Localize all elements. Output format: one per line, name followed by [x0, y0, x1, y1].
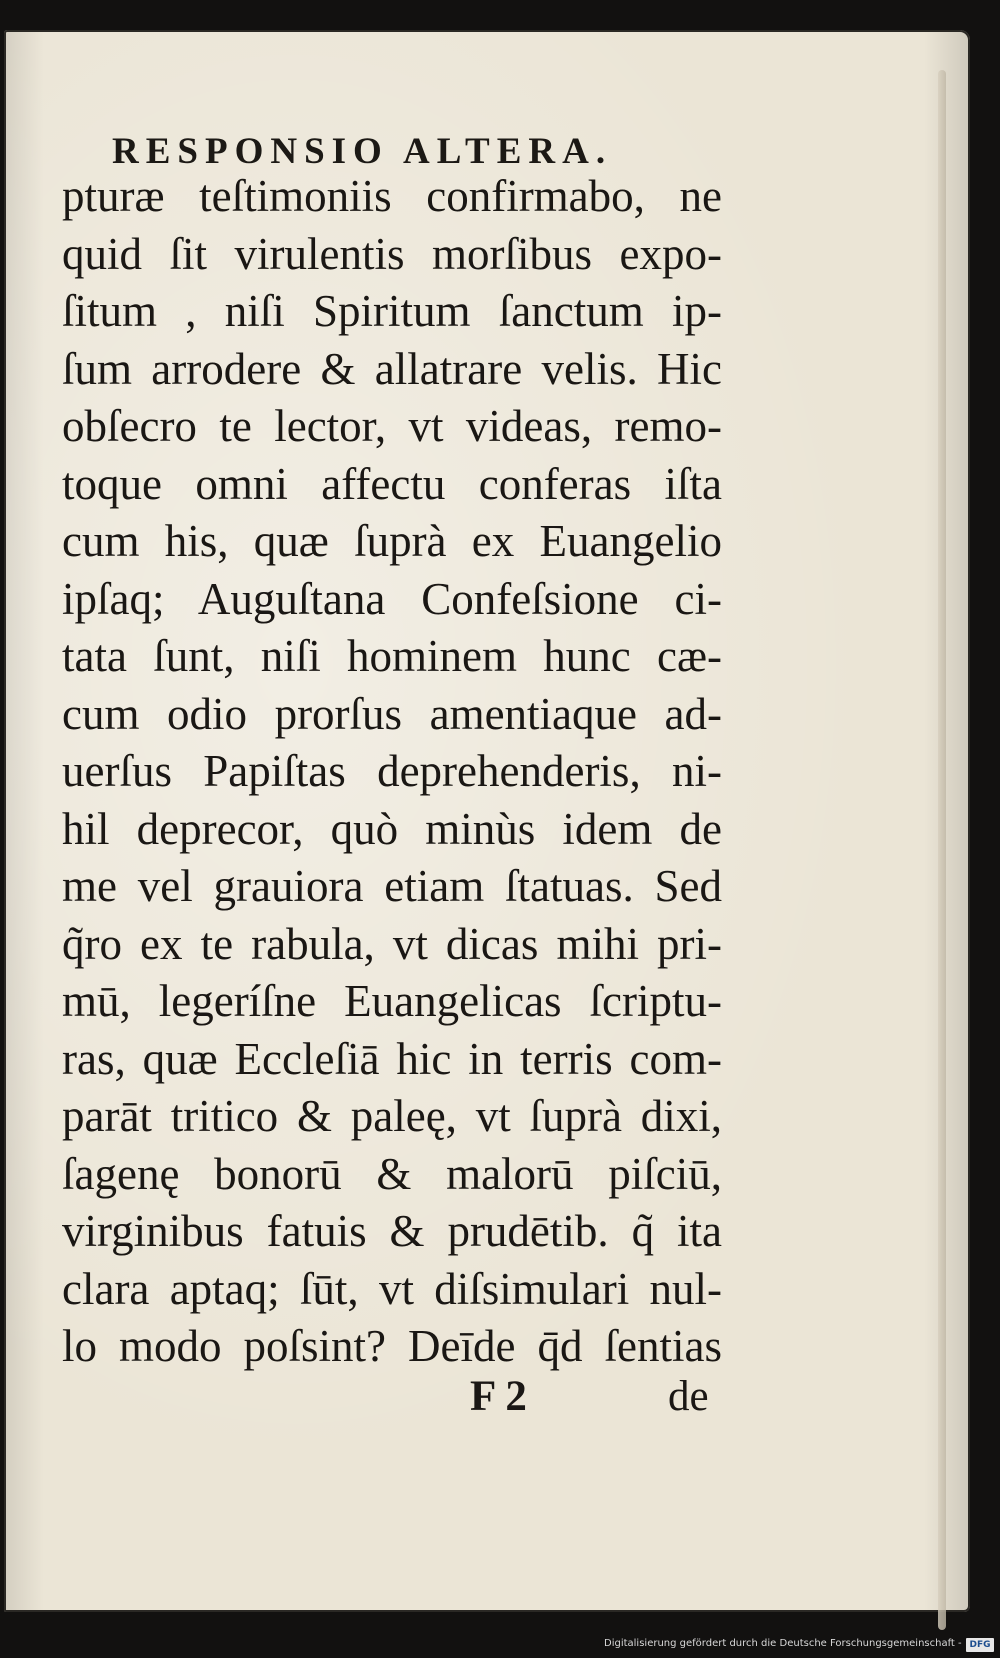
- text-line: hil deprecor, quò minùs idem de: [62, 803, 722, 854]
- running-header: RESPONSIO ALTERA.: [112, 131, 613, 172]
- text-line: parāt tritico & paleę, vt ſuprà dixi,: [62, 1091, 722, 1141]
- body-text: [62, 168, 722, 1376]
- text-line: cum his, quæ ſuprà ex Euangelio: [62, 516, 722, 566]
- text-line: me vel grauiora etiam ſtatuas. Sed: [62, 861, 722, 911]
- text-line: toque omni affectu conferas iſta: [62, 458, 722, 509]
- text-line: obſecro te lector, vt videas, remo-: [62, 401, 722, 451]
- text-line: pturæ teſtimoniis confirmabo, ne: [62, 171, 722, 221]
- text-line: ſitum , niſi Spiritum ſanctum ip-: [62, 286, 722, 336]
- text-line: quid ſit virulentis morſibus expo-: [62, 228, 722, 279]
- text-line: q̃ro ex te rabula, vt dicas mihi pri-: [62, 918, 722, 969]
- text-line: tata ſunt, niſi hominem hunc cæ-: [62, 631, 722, 681]
- text-line: clara aptaq; ſūt, vt diſsimulari nul-: [62, 1263, 722, 1314]
- digitization-credit: Digitalisierung gefördert durch die Deutsche Forschungsgemeinschaft -: [604, 1638, 962, 1649]
- text-line: ſum arrodere & allatrare velis. Hic: [62, 343, 722, 394]
- catchword: de: [668, 1373, 709, 1420]
- text-line: lo modo poſsint? Deīde q̄d ſentias: [62, 1321, 722, 1371]
- signature-mark: F 2: [470, 1373, 527, 1420]
- text-line: virginibus fatuis & prudētib. q̃ ita: [62, 1206, 722, 1256]
- text-line: cum odio prorſus amentiaque ad-: [62, 688, 722, 739]
- text-line: ras, quæ Eccleſiā hic in terris com-: [62, 1033, 722, 1084]
- dfg-logo: DFG: [966, 1638, 994, 1652]
- text-line: ipſaq; Auguſtana Confeſsione ci-: [62, 573, 722, 624]
- page-edge: [938, 70, 946, 1630]
- text-line: uerſus Papiſtas deprehenderis, ni-: [62, 746, 722, 796]
- text-line: ſagenę bonorū & malorū piſciū,: [62, 1148, 722, 1199]
- text-line: mū, legeríſne Euangelicas ſcriptu-: [62, 976, 722, 1026]
